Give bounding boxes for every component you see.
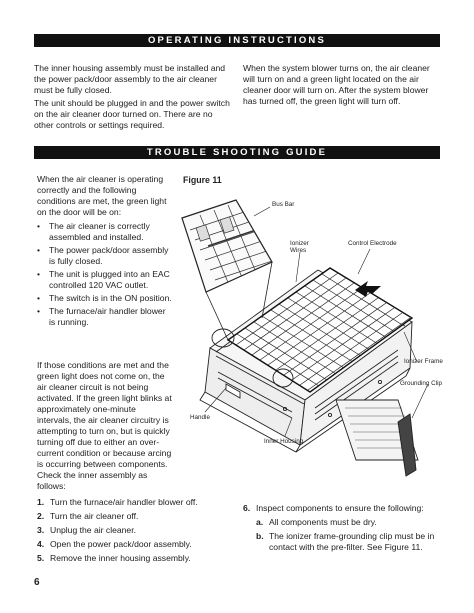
step-text: Unplug the air cleaner. (50, 525, 136, 535)
sub-step-text: The ionizer frame-grounding clip must be in contact with the pre-filter. See Figure 11. (269, 531, 435, 552)
label-inner-housing: Inner Housing (264, 438, 304, 445)
step-number: 6. (243, 503, 251, 513)
label-handle: Handle (190, 414, 210, 421)
step-text: Remove the inner housing assembly. (50, 553, 191, 563)
label-bus-bar: Bus Bar (272, 201, 295, 208)
operating-paragraph-1: The inner housing assembly must be installed and the power pack/door assembly to the air cleaner must be fully closed. (34, 63, 226, 95)
trouble-shooting-banner: TROUBLE SHOOTING GUIDE (34, 146, 440, 159)
label-control-electrode: Control Electrode (348, 240, 397, 247)
step-text: Open the power pack/door assembly. (50, 539, 192, 549)
page-number: 6 (34, 577, 40, 588)
label-ionizer: Ionizer (290, 240, 309, 247)
condition-item: • The furnace/air handler blower is running. (37, 306, 172, 328)
label-grounding-clip: Grounding Clip (400, 380, 443, 387)
label-wires: Wires (290, 247, 307, 254)
condition-item: • The air cleaner is correctly assembled and installed. (37, 221, 172, 243)
step-number: 3. (37, 525, 45, 535)
step-number: 2. (37, 511, 45, 521)
step-text: Turn the air cleaner off. (50, 511, 139, 521)
step-text: Inspect components to ensure the following: (256, 503, 424, 513)
sub-step-number: b. (256, 531, 264, 541)
operating-paragraph-2: The unit should be plugged in and the power switch on the air cleaner door turned on. There are no other controls or settings required. (34, 98, 230, 130)
grounding-clip-detail (336, 400, 418, 476)
sub-step-number: a. (256, 517, 264, 527)
step-number: 5. (37, 553, 45, 563)
sub-step-text: All components must be dry. (269, 517, 377, 527)
figure-title: Figure 11 (183, 175, 222, 185)
condition-item: • The unit is plugged into an EAC controlled 120 VAC outlet. (37, 269, 172, 291)
step-text: Turn the furnace/air handler blower off. (50, 497, 198, 507)
label-ionizer-frame: Ionizer Frame (404, 358, 443, 365)
condition-item: • The switch is in the ON position. (37, 293, 172, 304)
operating-instructions-banner: OPERATING INSTRUCTIONS (34, 34, 440, 47)
trouble-if-not: If those conditions are met and the green light does not come on, the air cleaner circuit is not being activated. If the green light blinks at approximately one-minute intervals, the air cleaner circuitry is attempting to turn on, but is quickly turning off due to either an over-current condition or because arcing is occurring between components. Check the inner assembly as follows: (37, 360, 172, 491)
condition-item: • The power pack/door assembly is fully closed. (37, 245, 172, 267)
step-number: 4. (37, 539, 45, 549)
operating-paragraph-3: When the system blower turns on, the air cleaner will turn on and a green light located on the air cleaner door will turn on. After the system blower has turned off, the green light will turn off. (243, 63, 430, 106)
step-number: 1. (37, 497, 45, 507)
trouble-intro: When the air cleaner is operating correctly and the following conditions are met, the green light on the door will be on: (37, 174, 167, 217)
